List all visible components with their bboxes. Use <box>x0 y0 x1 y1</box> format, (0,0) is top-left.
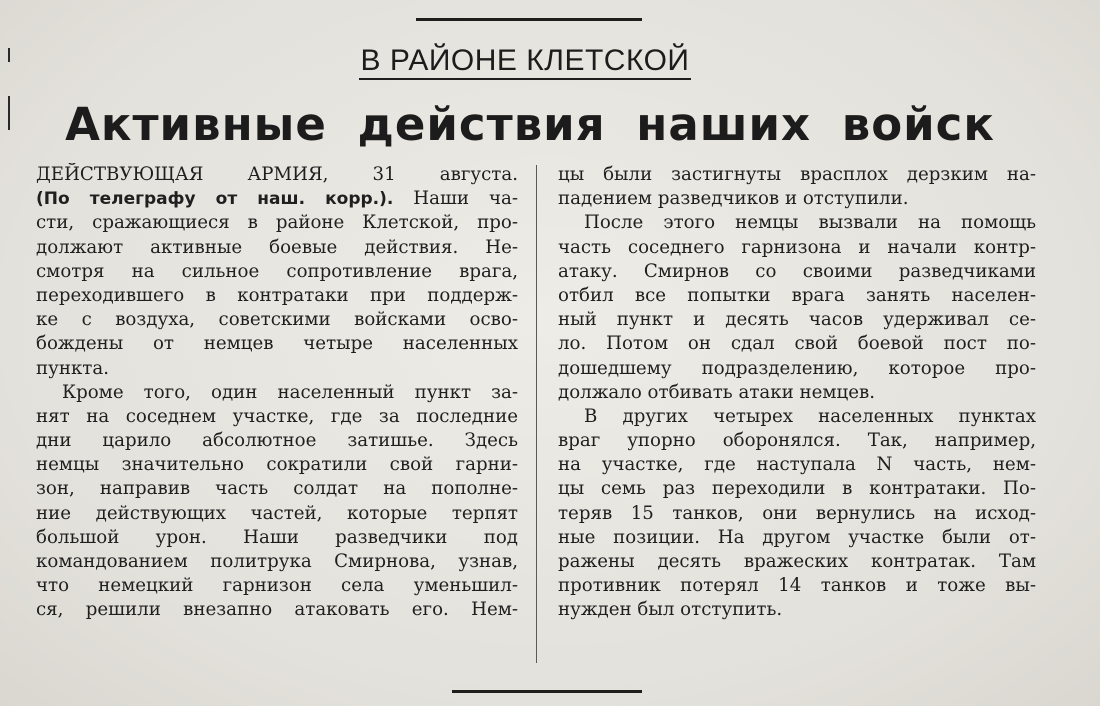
body-line: сти, сражающиеся в районе Клетской, про- <box>36 212 518 234</box>
byline: (По телеграфу от наш. корр.). <box>36 189 394 210</box>
body-line: зон, направив часть солдат на пополне- <box>36 478 518 500</box>
body-line: командованием политрука Смирнова, узнав, <box>36 551 518 572</box>
body-line: ло. Потом он сдал свой боевой пост по- <box>558 333 1036 355</box>
body-line: часть соседнего гарнизона и начали контр- <box>558 236 1036 258</box>
body-line: должало отбивать атаки немцев. <box>558 381 876 403</box>
body-line: теряв 15 танков, они вернулись на исход- <box>558 502 1036 524</box>
article-line <box>36 187 518 211</box>
body-line: После этого немцы вызвали на помощь <box>584 212 1036 234</box>
body-line: смотря на сильное сопротивление врага, <box>36 260 518 282</box>
top-rule <box>416 18 642 21</box>
body-line: ся, решили внезапно атаковать его. Нем- <box>36 599 518 621</box>
body-line: цы семь раз переходили в контратаки. По- <box>558 478 1036 500</box>
body-line: пункта. <box>36 357 109 379</box>
body-line: что немецкий гарнизон села уменьшил- <box>36 575 518 597</box>
bottom-rule <box>452 690 642 693</box>
right-column <box>558 163 1036 623</box>
body-line: противник потерял 14 танков и тоже вы- <box>558 575 1036 597</box>
left-column <box>36 163 518 623</box>
body-line: падением разведчиков и отступили. <box>558 188 909 210</box>
body-line: ке с воздуха, советскими войсками осво- <box>36 309 518 331</box>
kicker-heading <box>0 44 1050 78</box>
body-line: переходившего в контратаки при поддерж- <box>36 284 518 306</box>
body-line: бождены от немцев четыре населенных <box>36 333 518 355</box>
body-line: враг упорно оборонялся. Так, например, <box>558 430 1036 452</box>
dateline: ДЕЙСТВУЮЩАЯ АРМИЯ, 31 августа. <box>36 164 518 185</box>
body-line: Кроме того, один населенный пункт за- <box>62 381 518 403</box>
body-line: нужден был отступить. <box>558 599 783 621</box>
body-line: ние действующих частей, которые терпят <box>36 502 518 524</box>
body-line: Наши ча- <box>393 188 518 210</box>
body-line: дни царило абсолютное затишье. Здесь <box>36 430 518 452</box>
body-line: ные позиции. На другом участке были от- <box>558 526 1036 548</box>
body-line: ный пункт и десять часов удерживал се- <box>558 309 1036 331</box>
body-line: большой урон. Наши разведчики под <box>36 526 518 548</box>
body-line: атаку. Смирнов со своими разведчиками <box>558 260 1036 282</box>
body-line: дошедшему подразделению, которое про- <box>558 357 1036 379</box>
body-line: на участке, где наступала N часть, нем- <box>558 454 1036 476</box>
article-line <box>36 163 518 187</box>
body-line: нят на соседнем участке, где за последние <box>36 405 518 427</box>
body-line: ражены десять вражеских контратак. Там <box>558 551 1036 572</box>
body-line: В других четырех населенных пунктах <box>584 405 1036 427</box>
article-headline: Активные действия наших войск <box>65 98 995 151</box>
kicker-text: В РАЙОНЕ КЛЕТСКОЙ <box>359 44 692 80</box>
body-line: цы были застигнуты врасплох дерзким на- <box>558 164 1036 185</box>
body-line: отбил все попытки врага занять населен- <box>558 284 1036 306</box>
column-divider <box>536 165 537 663</box>
body-line: должают активные боевые действия. Не- <box>36 236 518 258</box>
body-line: немцы значительно сократили свой гарни- <box>36 454 518 476</box>
